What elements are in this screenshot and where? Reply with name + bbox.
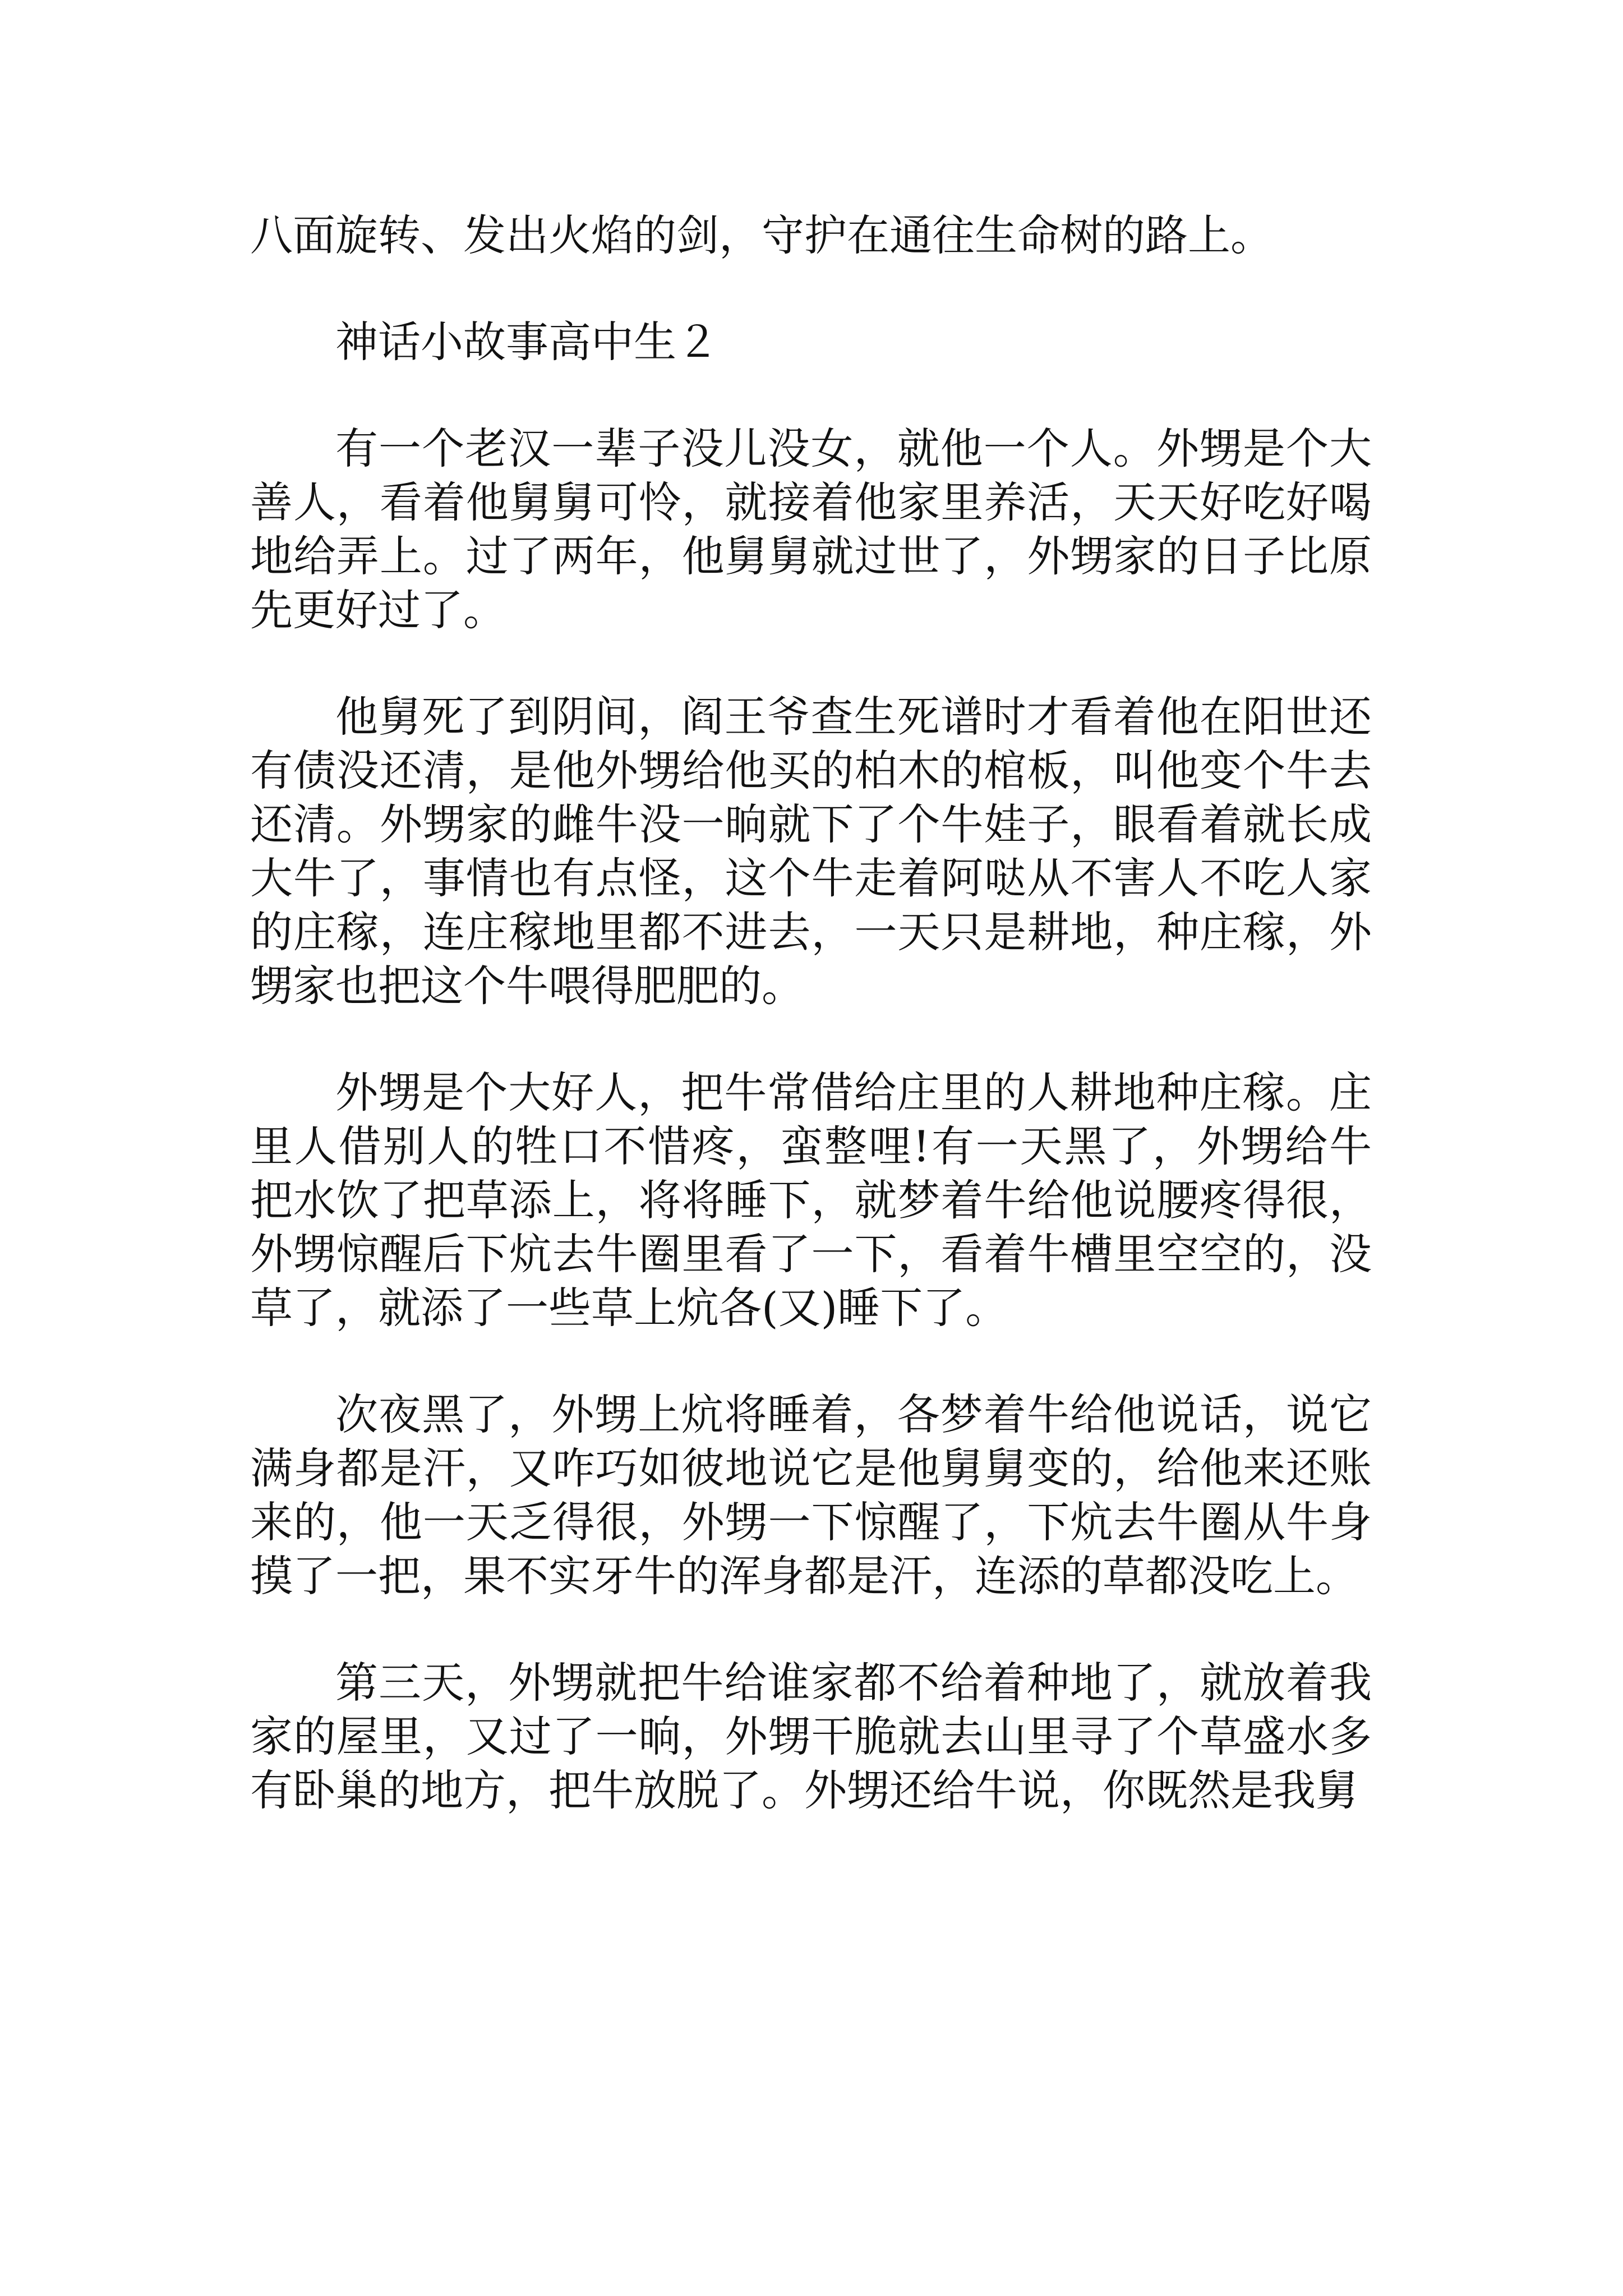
paragraph: 次夜黑了，外甥上炕将睡着，各梦着牛给他说话，说它满身都是汗，又咋巧如彼地说它是他舅舅变的，给他来还账来的，他一天乏得很，外甥一下惊醒了，下炕去牛圈从牛身摸了一把，果不实牙牛的浑身都是汗，连添的草都没吃上。: [250, 1389, 1372, 1601]
paragraph: 外甥是个大好人，把牛常借给庄里的人耕地种庄稼。庄里人借别人的牲口不惜疼，蛮整哩!有一天黑了，外甥给牛把水饮了把草添上，将将睡下，就梦着牛给他说腰疼得很，外甥惊醒后下炕去牛圈里看了一下，看着牛槽里空空的，没草了，就添了一些草上炕各(又)睡下了。: [250, 1068, 1372, 1333]
paragraph: 第三天，外甥就把牛给谁家都不给着种地了，就放着我家的屋里，又过了一晌，外甥干脆就去山里寻了个草盛水多有卧巢的地方，把牛放脱了。外甥还给牛说，你既然是我舅: [250, 1658, 1372, 1815]
section-heading: 神话小故事高中生２: [335, 317, 719, 367]
paragraph: 他舅死了到阴间，阎王爷查生死谱时才看着他在阳世还有债没还清，是他外甥给他买的柏木的棺板，叫他变个牛去还清。外甥家的雌牛没一晌就下了个牛娃子，眼看着就长成大牛了，事情也有点怪，这个牛走着阿哒从不害人不吃人家的庄稼，连庄稼地里都不进去，一天只是耕地，种庄稼，外甥家也把这个牛喂得肥肥的。: [250, 692, 1372, 1011]
paragraph: 有一个老汉一辈子没儿没女，就他一个人。外甥是个大善人，看着他舅舅可怜，就接着他家里养活，天天好吃好喝地给弄上。过了两年，他舅舅就过世了，外甥家的日子比原先更好过了。: [250, 424, 1372, 635]
paragraph-continuation: 八面旋转、发出火焰的剑，守护在通往生命树的路上。: [250, 210, 1273, 260]
document-body: [250, 209, 1372, 1870]
